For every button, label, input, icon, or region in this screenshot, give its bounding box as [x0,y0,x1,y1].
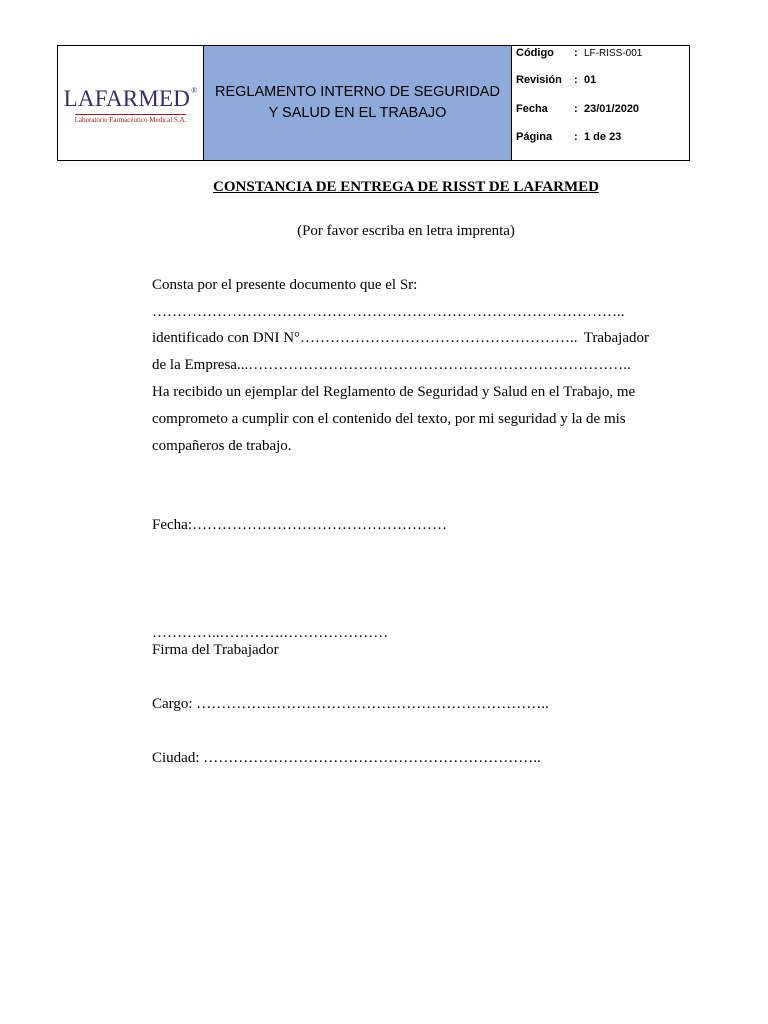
meta-colon: : [574,131,578,143]
header-title-line2: Y SALUD EN EL TRABAJO [268,105,447,121]
document-title: CONSTANCIA DE ENTREGA DE RISST DE LAFARMED [213,179,599,195]
meta-row-revision [516,74,596,86]
body-line-5: Ha recibido un ejemplar del Reglamento de Seguridad y Salud en el Trabajo, me [152,384,636,400]
document-header [57,45,690,161]
document-note: (Por favor escriba en letra imprenta) [297,223,515,239]
meta-value: 1 de 23 [584,131,622,143]
logo-name: LAFARMED [63,85,191,111]
company-logo [64,87,198,110]
meta-value: 01 [584,74,597,86]
body-line-3 [152,330,649,347]
signature-line: …………..………….………………… [152,625,389,641]
meta-value: LF-RISS-001 [584,48,643,59]
header-title [213,82,502,124]
header-meta-cell [512,46,689,160]
trabajador-word: Trabajador [583,330,649,346]
ciudad-field: Ciudad: ………………………………………………………….. [152,750,541,766]
body-line-6: comprometo a cumplir con el contenido del texto, por mi seguridad y la de mis [152,411,626,427]
cargo-field: Cargo: …………………………………………………………….. [152,696,549,712]
registered-mark: ® [191,85,198,95]
logo-cell [58,46,204,160]
logo-subtitle: Laboratorio Farmacéutico Medical S.A. [74,115,187,124]
meta-label: Página [516,131,553,143]
meta-colon: : [574,74,578,86]
body-line-7: compañeros de trabajo. [152,438,292,454]
header-title-cell [204,46,512,160]
dni-field: identificado con DNI N°……………………………………………….. [152,330,578,346]
meta-colon: : [574,47,578,59]
meta-value: 23/01/2020 [584,103,640,115]
fecha-field: Fecha:…………………………………………… [152,517,447,533]
signature-label: Firma del Trabajador [152,642,279,658]
header-title-line1: REGLAMENTO INTERNO DE SEGURIDAD [215,84,500,100]
body-line-1: Consta por el presente documento que el Sr: [152,277,418,293]
meta-label: Código [516,47,554,59]
meta-row-pagina [516,131,621,143]
body-line-2: ………………………………………………………………………………….. [152,304,625,320]
meta-row-codigo [516,47,642,59]
meta-label: Revisión [516,74,562,86]
meta-row-fecha [516,103,639,115]
meta-colon: : [574,103,578,115]
meta-label: Fecha [516,103,548,115]
body-line-4: de la Empresa...………………………………………………………………….. [152,357,631,373]
